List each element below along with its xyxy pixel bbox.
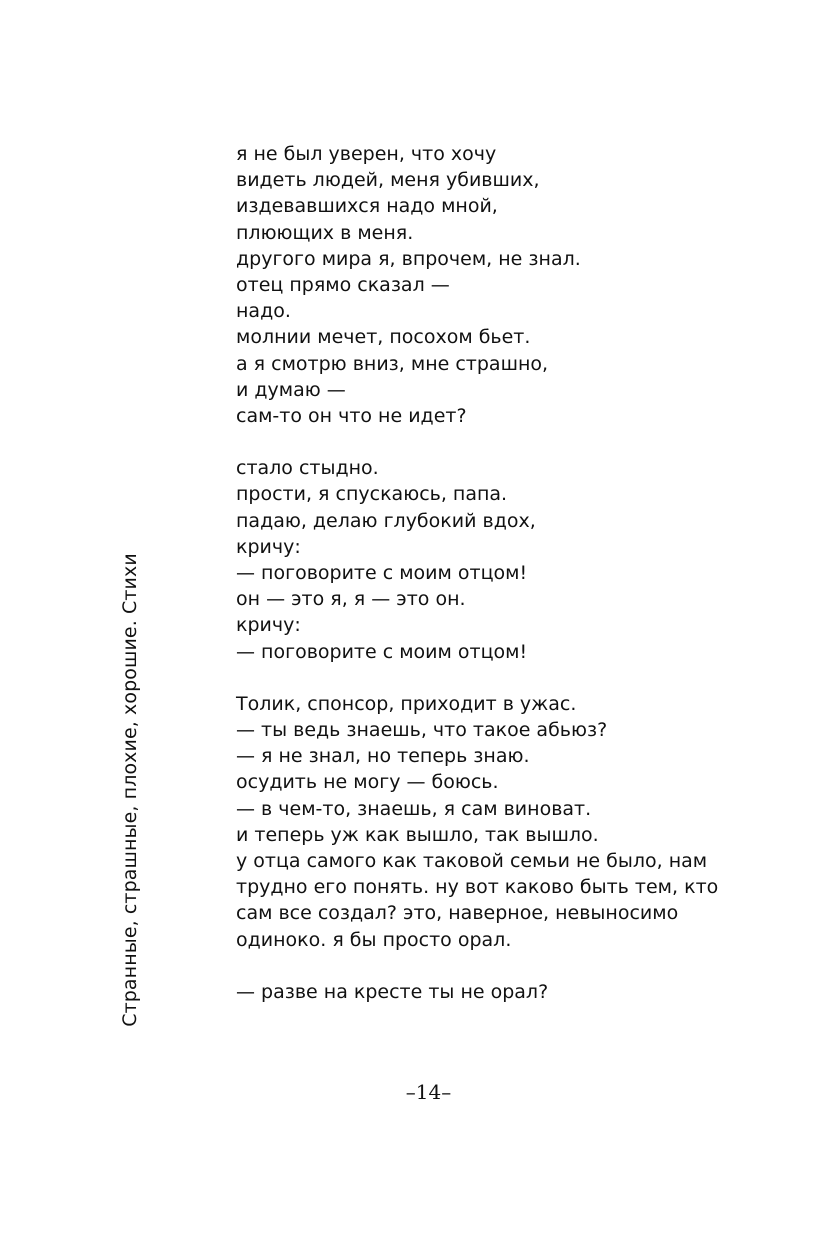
poem-line: — поговорите с моим отцом!: [236, 640, 528, 663]
stanza: [236, 691, 766, 953]
poem-line: сам-то он что не идет?: [236, 405, 467, 428]
stanza: [236, 979, 766, 1005]
poem-line: и теперь уж как вышло, так вышло.: [236, 823, 599, 846]
poem-line: — разве на кресте ты не орал?: [236, 980, 549, 1003]
stanza: [236, 455, 766, 665]
poem-line: стало стыдно.: [236, 457, 379, 480]
poem-line: падаю, делаю глубокий вдох,: [236, 509, 536, 532]
stanza: [236, 141, 766, 429]
poem-line: он — это я, я — это он.: [236, 588, 466, 611]
poem-line: — в чем-то, знаешь, я сам виноват.: [236, 797, 592, 820]
poem-line: плюющих в меня.: [236, 221, 414, 244]
poem-line: отец прямо сказал —: [236, 274, 450, 297]
poem-body: [236, 141, 766, 1031]
poem-line: надо.: [236, 300, 291, 323]
poem-line: молнии мечет, посохом бьет.: [236, 326, 531, 349]
poem-line: одиноко. я бы просто орал.: [236, 928, 512, 951]
poem-line: — поговорите с моим отцом!: [236, 562, 528, 585]
poem-line: я не был уверен, что хочу: [236, 143, 497, 165]
poem-line: у отца самого как таковой семьи не было, нам: [236, 850, 708, 873]
poem-line: издевавшихся надо мной,: [236, 195, 498, 218]
running-head: Странные, страшные, плохие, хорошие. Стихи: [119, 553, 141, 1027]
poem-line: другого мира я, впрочем, не знал.: [236, 247, 581, 270]
page-number: –14–: [405, 1080, 452, 1104]
poem-line: — я не знал, но теперь знаю.: [236, 745, 530, 768]
poem-line: Толик, спонсор, приходит в ужас.: [236, 692, 577, 715]
poem-line: — ты ведь знаешь, что такое абьюз?: [236, 719, 608, 742]
poem-line: кричу:: [236, 614, 301, 637]
poem-line: сам все создал? это, наверное, невыносимо: [236, 902, 679, 925]
poem-line: а я смотрю вниз, мне страшно,: [236, 352, 549, 375]
poem-line: видеть людей, меня убивших,: [236, 169, 540, 192]
poem-line: кричу:: [236, 535, 301, 558]
poem-line: осудить не могу — боюсь.: [236, 771, 499, 794]
poem-line: прости, я спускаюсь, папа.: [236, 483, 508, 506]
poem-line: трудно его понять. ну вот каково быть тем, кто: [236, 876, 719, 899]
poem-line: и думаю —: [236, 378, 346, 401]
